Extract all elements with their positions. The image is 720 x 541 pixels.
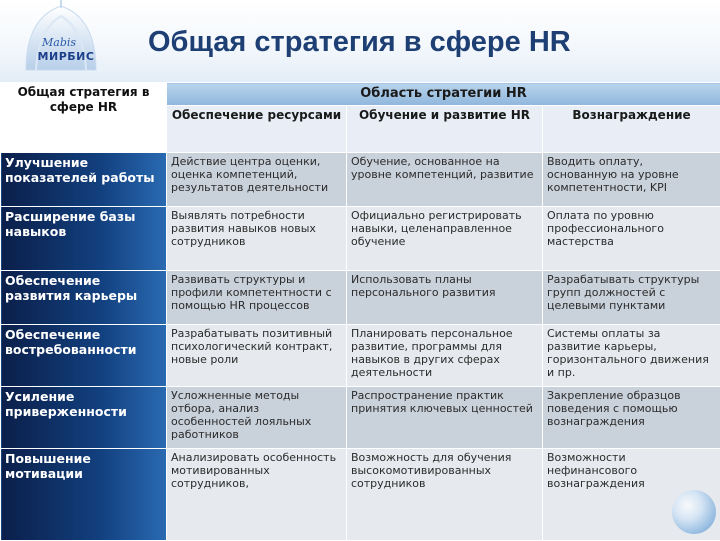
table-row [1,325,720,387]
row-header-title: Общая стратегия в сфере HR [1,83,167,153]
table-cell: Разрабатывать позитивный психологический контракт, новые роли [167,325,347,387]
table-cell: Закрепление образцов поведения с помощью вознаграждения [543,387,720,449]
table-cell: Оплата по уровню профессионального мастерства [543,207,720,271]
column-header-training: Обучение и развитие HR [347,106,543,153]
table-cell: Возможность для обучения высокомотивированных сотрудников [347,449,543,541]
logo-name: МИРБИС [26,50,106,63]
row-label: Улучшение показателей работы [1,153,167,207]
page-title: Общая стратегия в сфере HR [148,26,571,59]
table-cell: Планировать персональное развитие, программы для навыков в других сферах деятельности [347,325,543,387]
table-cell: Анализировать особенность мотивированных сотрудников, [167,449,347,541]
table-cell: Системы оплаты за развитие карьеры, горизонтального движения и пр. [543,325,720,387]
table-row [1,153,720,207]
table-cell: Выявлять потребности развития навыков новых сотрудников [167,207,347,271]
table-cell: Распространение практик принятия ключевых ценностей [347,387,543,449]
mirbis-logo [6,0,116,80]
globe-icon [672,490,716,534]
table-cell: Обучение, основанное на уровне компетенций, развитие [347,153,543,207]
table-row [1,271,720,325]
table-cell: Усложненные методы отбора, анализ особенностей лояльных работников [167,387,347,449]
row-label: Усиление приверженности [1,387,167,449]
hr-strategy-table [0,82,720,541]
table-cell: Действие центра оценки, оценка компетенций, результатов деятельности [167,153,347,207]
table-cell: Вводить оплату, основанную на уровне компетентности, KPI [543,153,720,207]
row-label: Повышение мотивации [1,449,167,541]
table-cell: Использовать планы персонального развития [347,271,543,325]
logo-script-text: Mabis [42,36,76,49]
column-header-rewards: Вознаграждение [543,106,720,153]
table-row [1,207,720,271]
column-header-resources: Обеспечение ресурсами [167,106,347,153]
table-cell: Официально регистрировать навыки, целенаправленное обучение [347,207,543,271]
row-label: Обеспечение востребованности [1,325,167,387]
table-cell: Развивать структуры и профили компетентности с помощью HR процессов [167,271,347,325]
table-cell: Возможности нефинансового вознаграждения [543,449,720,541]
table-row [1,387,720,449]
row-label: Обеспечение развития карьеры [1,271,167,325]
table-cell: Разрабатывать структуры групп должностей с целевыми пунктами [543,271,720,325]
table-row [1,449,720,541]
area-title: Область стратегии HR [167,83,720,106]
row-label: Расширение базы навыков [1,207,167,271]
